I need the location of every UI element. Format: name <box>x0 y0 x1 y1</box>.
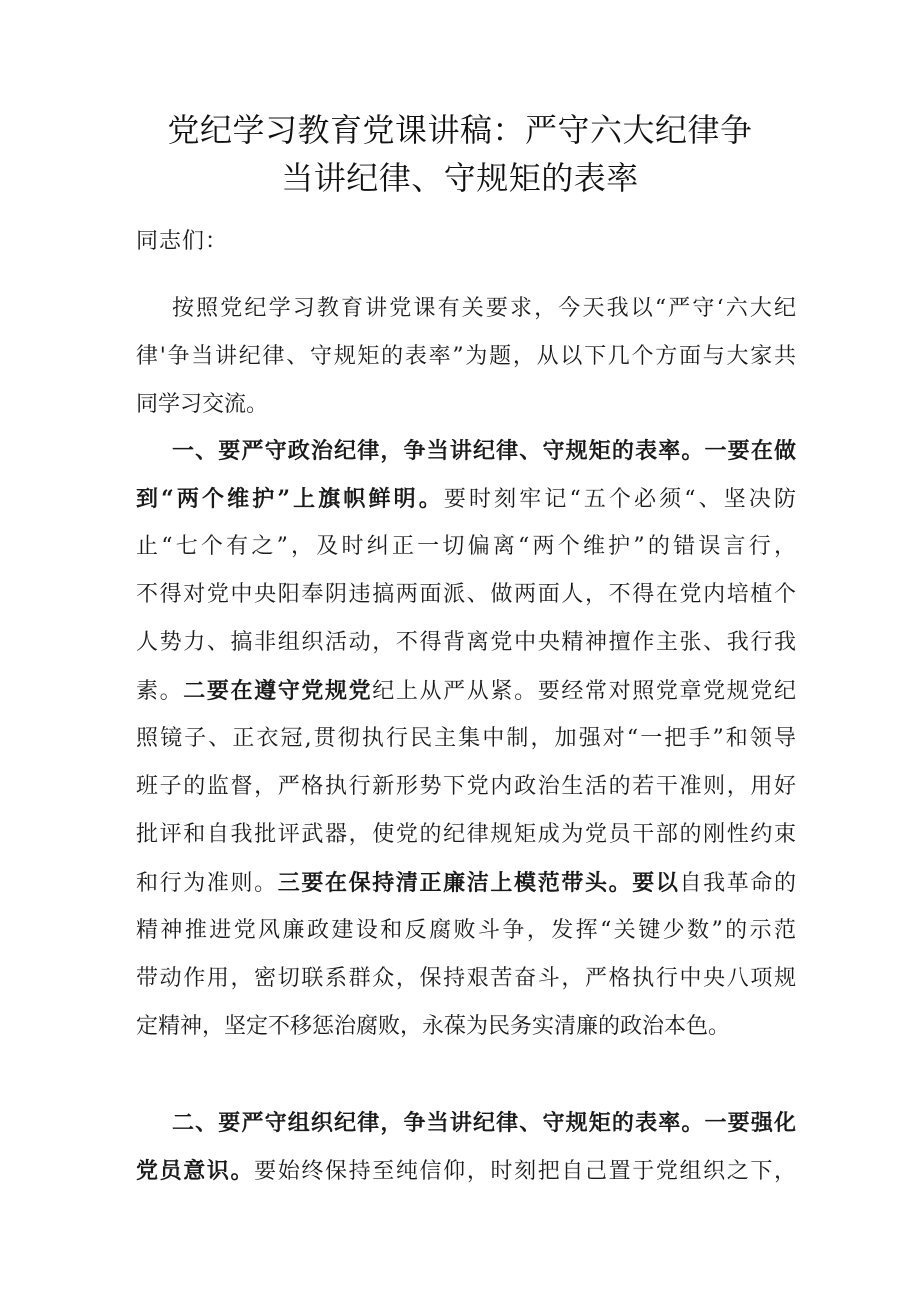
paragraph-line: 不得对党中央阳奉阴违搞两面派、做两面人，不得在党内培植个 <box>136 582 796 607</box>
document-title-line-1: 党纪学习教育党课讲稿：严守六大纪律争 <box>167 111 753 149</box>
paragraph-line <box>136 860 796 906</box>
text-run: 自我革命的 <box>679 871 796 896</box>
section-heading-line: 一、要严守政治纪律，争当讲纪律、守规矩的表率。一要在做 <box>172 438 796 464</box>
paragraph-line: 精神推进党风廉政建设和反腐败斗争，发挥“关键少数”的示范 <box>136 918 796 943</box>
bold-phrase: 党员意识。 <box>136 1158 255 1184</box>
paragraph-line <box>136 1148 796 1194</box>
paragraph-line: 同学习交流。 <box>136 392 269 417</box>
document-title-line-2: 当讲纪律、守规矩的表率 <box>281 159 639 197</box>
text-run: 纪上从严从紧。要经常对照党章党规党纪 <box>372 679 796 704</box>
paragraph-line: 按照党纪学习教育讲党课有关要求，今天我以“严守‘六大纪 <box>172 296 796 321</box>
text-run: 要始终保持至纯信仰，时刻把自己置于党组织之下， <box>254 1159 796 1184</box>
paragraph-line: 定精神，坚定不移惩治腐败，永葆为民务实清廉的政治本色。 <box>136 1014 731 1039</box>
paragraph-line <box>136 476 796 522</box>
bold-phrase: 二要在遵守党规党 <box>183 678 373 704</box>
paragraph-line: 律'争当讲纪律、守规矩的表率”为题，从以下几个方面与大家共 <box>136 344 796 369</box>
bold-phrase: 三要在保持清正廉洁上模范带头。要以 <box>277 870 680 896</box>
paragraph-line: 止“七个有之”，及时纠正一切偏离“两个维护”的错误言行， <box>136 534 796 559</box>
text-run: 素。 <box>136 679 184 704</box>
paragraph-line: 照镜子、正衣冠,贯彻执行民主集中制，加强对“一把手”和领导 <box>136 726 796 751</box>
section-heading-line: 二、要严守组织纪律，争当讲纪律、守规矩的表率。一要强化 <box>172 1110 796 1136</box>
salutation: 同志们： <box>136 229 229 254</box>
paragraph-line <box>136 668 796 714</box>
bold-phrase: 到“两个维护”上旗帜鲜明。 <box>136 486 444 512</box>
paragraph-line: 班子的监督，严格执行新形势下党内政治生活的若干准则，用好 <box>136 774 796 799</box>
paragraph-line: 带动作用，密切联系群众，保持艰苦奋斗，严格执行中央八项规 <box>136 966 796 991</box>
paragraph-line: 人势力、搞非组织活动，不得背离党中央精神擅作主张、我行我 <box>136 630 796 655</box>
text-run: 要时刻牢记“五个必须“、坚决防 <box>443 487 797 512</box>
text-run: 和行为准则。 <box>136 871 278 896</box>
paragraph-line: 批评和自我批评武器，使党的纪律规矩成为党员干部的刚性约束 <box>136 822 796 847</box>
